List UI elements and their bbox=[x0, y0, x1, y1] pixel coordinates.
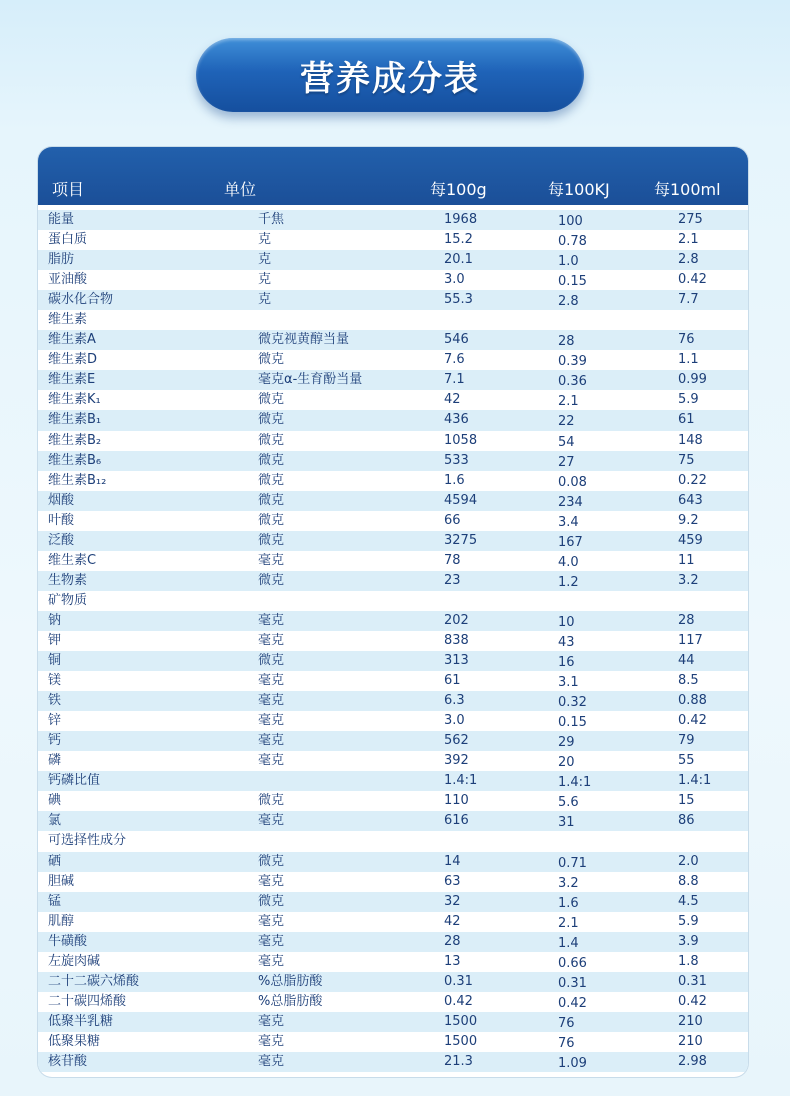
unit-cell: 毫克 bbox=[258, 1033, 285, 1049]
item-name-cell: 矿物质 bbox=[48, 592, 88, 608]
table-row bbox=[38, 992, 748, 1012]
per-100ml-cell: 61 bbox=[678, 412, 695, 428]
per-100ml-cell: 459 bbox=[678, 532, 703, 548]
per-100ml-cell: 79 bbox=[678, 733, 695, 749]
unit-cell: 毫克 bbox=[258, 873, 285, 889]
table-row bbox=[38, 731, 748, 751]
unit-cell: 微克视黄醇当量 bbox=[258, 332, 350, 348]
unit-cell: 毫克 bbox=[258, 632, 285, 648]
per-100ml-cell: 1.4:1 bbox=[678, 773, 712, 789]
per-100ml-cell: 0.22 bbox=[678, 472, 707, 488]
unit-cell: 毫克 bbox=[258, 733, 285, 749]
per-100ml-cell: 11 bbox=[678, 552, 695, 568]
per-100g-cell: 1500 bbox=[444, 1033, 478, 1049]
table-row bbox=[38, 1052, 748, 1072]
item-name-cell: 锰 bbox=[48, 893, 62, 909]
table-row bbox=[38, 771, 748, 791]
per-100ml-cell: 0.99 bbox=[678, 372, 707, 388]
table-row bbox=[38, 330, 748, 350]
per-100g-cell: 13 bbox=[444, 953, 461, 969]
per-100kj-cell: 100 bbox=[558, 214, 583, 229]
table-row bbox=[38, 831, 748, 851]
per-100kj-cell: 234 bbox=[558, 494, 583, 510]
item-name-cell: 碳水化合物 bbox=[48, 292, 114, 308]
per-100ml-cell: 0.42 bbox=[678, 713, 707, 729]
item-name-cell: 烟酸 bbox=[48, 492, 75, 508]
table-row bbox=[38, 591, 748, 611]
table-row bbox=[38, 852, 748, 872]
per-100g-cell: 28 bbox=[444, 933, 461, 949]
item-name-cell: 低聚半乳糖 bbox=[48, 1013, 114, 1029]
item-name-cell: 磷 bbox=[48, 753, 62, 769]
per-100g-cell: 61 bbox=[444, 673, 461, 689]
per-100g-cell: 546 bbox=[444, 332, 469, 348]
per-100g-cell: 66 bbox=[444, 512, 461, 528]
per-100g-cell: 63 bbox=[444, 873, 461, 889]
item-name-cell: 钾 bbox=[48, 632, 62, 648]
unit-cell: 微克 bbox=[258, 893, 285, 909]
item-name-cell: 氯 bbox=[48, 813, 62, 829]
per-100ml-cell: 2.98 bbox=[678, 1053, 707, 1069]
per-100ml-cell: 28 bbox=[678, 612, 695, 628]
per-100g-cell: 32 bbox=[444, 893, 461, 909]
unit-cell: 毫克 bbox=[258, 933, 285, 949]
unit-cell: 毫克 bbox=[258, 612, 285, 628]
table-row bbox=[38, 471, 748, 491]
unit-cell: 微克 bbox=[258, 572, 285, 588]
per-100ml-cell: 2.1 bbox=[678, 232, 699, 248]
per-100g-cell: 6.3 bbox=[444, 693, 465, 709]
per-100g-cell: 436 bbox=[444, 412, 469, 428]
item-name-cell: 维生素 bbox=[48, 312, 88, 328]
per-100g-cell: 1968 bbox=[444, 212, 478, 227]
per-100ml-cell: 0.42 bbox=[678, 272, 707, 288]
item-name-cell: 核苷酸 bbox=[48, 1053, 88, 1069]
per-100ml-cell: 3.2 bbox=[678, 572, 699, 588]
table-header bbox=[38, 147, 748, 205]
item-name-cell: 叶酸 bbox=[48, 512, 75, 528]
item-name-cell: 钠 bbox=[48, 612, 62, 628]
per-100ml-cell: 117 bbox=[678, 632, 703, 648]
unit-cell: 毫克 bbox=[258, 713, 285, 729]
title-banner bbox=[196, 38, 584, 112]
per-100g-cell: 0.31 bbox=[444, 973, 473, 989]
per-100ml-cell: 75 bbox=[678, 452, 695, 468]
unit-cell: 克 bbox=[258, 292, 272, 308]
header-unit: 单位 bbox=[224, 180, 257, 199]
per-100g-cell: 21.3 bbox=[444, 1053, 473, 1069]
per-100ml-cell: 148 bbox=[678, 432, 703, 448]
per-100kj-cell: 1.4 bbox=[558, 935, 579, 951]
per-100ml-cell: 1.8 bbox=[678, 953, 699, 969]
per-100kj-cell: 31 bbox=[558, 815, 575, 831]
item-name-cell: 钙磷比值 bbox=[48, 773, 101, 789]
per-100kj-cell: 2.8 bbox=[558, 294, 579, 310]
item-name-cell: 维生素B₁ bbox=[48, 412, 102, 428]
table-row bbox=[38, 511, 748, 531]
per-100g-cell: 42 bbox=[444, 913, 461, 929]
per-100ml-cell: 5.9 bbox=[678, 392, 699, 408]
per-100g-cell: 42 bbox=[444, 392, 461, 408]
nutrition-table bbox=[38, 147, 748, 1077]
item-name-cell: 硒 bbox=[48, 853, 62, 869]
per-100kj-cell: 0.39 bbox=[558, 354, 587, 370]
per-100kj-cell: 76 bbox=[558, 1035, 575, 1051]
table-row bbox=[38, 310, 748, 330]
table-row bbox=[38, 491, 748, 511]
table-row bbox=[38, 290, 748, 310]
page-title: 营养成分表 bbox=[300, 58, 480, 99]
table-body bbox=[38, 210, 748, 1072]
per-100kj-cell: 1.0 bbox=[558, 254, 579, 270]
header-per-100kj: 每100KJ bbox=[548, 180, 610, 199]
item-name-cell: 二十碳四烯酸 bbox=[48, 993, 127, 1009]
per-100ml-cell: 1.1 bbox=[678, 352, 699, 368]
item-name-cell: 脂肪 bbox=[48, 252, 75, 268]
unit-cell: 毫克 bbox=[258, 1053, 285, 1069]
per-100g-cell: 78 bbox=[444, 552, 461, 568]
per-100kj-cell: 0.15 bbox=[558, 715, 587, 731]
per-100g-cell: 3.0 bbox=[444, 272, 465, 288]
table-row bbox=[38, 711, 748, 731]
unit-cell: 微克 bbox=[258, 432, 285, 448]
table-row bbox=[38, 451, 748, 471]
unit-cell: 毫克 bbox=[258, 813, 285, 829]
item-name-cell: 泛酸 bbox=[48, 532, 75, 548]
table-row bbox=[38, 1012, 748, 1032]
per-100ml-cell: 0.31 bbox=[678, 973, 707, 989]
per-100kj-cell: 167 bbox=[558, 534, 583, 550]
table-row bbox=[38, 972, 748, 992]
per-100kj-cell: 1.4:1 bbox=[558, 775, 592, 791]
table-row bbox=[38, 691, 748, 711]
unit-cell: 微克 bbox=[258, 472, 285, 488]
per-100g-cell: 392 bbox=[444, 753, 469, 769]
item-name-cell: 低聚果糖 bbox=[48, 1033, 101, 1049]
per-100ml-cell: 86 bbox=[678, 813, 695, 829]
table-row bbox=[38, 230, 748, 250]
unit-cell: %总脂肪酸 bbox=[258, 973, 323, 989]
unit-cell: %总脂肪酸 bbox=[258, 993, 323, 1009]
per-100kj-cell: 0.15 bbox=[558, 274, 587, 290]
per-100ml-cell: 76 bbox=[678, 332, 695, 348]
per-100kj-cell: 54 bbox=[558, 434, 575, 450]
item-name-cell: 可选择性成分 bbox=[48, 833, 127, 849]
table-row bbox=[38, 791, 748, 811]
per-100g-cell: 55.3 bbox=[444, 292, 473, 308]
per-100g-cell: 15.2 bbox=[444, 232, 473, 248]
unit-cell: 克 bbox=[258, 272, 272, 288]
table-row bbox=[38, 571, 748, 591]
header-item: 项目 bbox=[52, 180, 85, 199]
item-name-cell: 胆碱 bbox=[48, 873, 75, 889]
per-100g-cell: 313 bbox=[444, 653, 469, 669]
item-name-cell: 维生素C bbox=[48, 552, 97, 568]
per-100kj-cell: 10 bbox=[558, 614, 575, 630]
per-100g-cell: 0.42 bbox=[444, 993, 473, 1009]
item-name-cell: 钙 bbox=[48, 733, 62, 749]
per-100kj-cell: 0.31 bbox=[558, 975, 587, 991]
item-name-cell: 维生素B₂ bbox=[48, 432, 102, 448]
per-100kj-cell: 0.78 bbox=[558, 234, 587, 250]
unit-cell: 微克 bbox=[258, 412, 285, 428]
per-100ml-cell: 0.88 bbox=[678, 693, 707, 709]
table-row bbox=[38, 912, 748, 932]
unit-cell: 微克 bbox=[258, 392, 285, 408]
unit-cell: 千焦 bbox=[258, 212, 285, 227]
table-row bbox=[38, 531, 748, 551]
per-100kj-cell: 1.2 bbox=[558, 574, 579, 590]
per-100g-cell: 202 bbox=[444, 612, 469, 628]
unit-cell: 毫克 bbox=[258, 1013, 285, 1029]
unit-cell: 毫克 bbox=[258, 552, 285, 568]
per-100kj-cell: 4.0 bbox=[558, 554, 579, 570]
per-100kj-cell: 0.42 bbox=[558, 995, 587, 1011]
table-row bbox=[38, 370, 748, 390]
per-100g-cell: 23 bbox=[444, 572, 461, 588]
per-100ml-cell: 275 bbox=[678, 212, 703, 227]
unit-cell: 毫克 bbox=[258, 673, 285, 689]
per-100kj-cell: 16 bbox=[558, 655, 575, 671]
item-name-cell: 铁 bbox=[48, 693, 62, 709]
per-100kj-cell: 29 bbox=[558, 735, 575, 751]
item-name-cell: 碘 bbox=[48, 793, 62, 809]
per-100kj-cell: 27 bbox=[558, 454, 575, 470]
per-100kj-cell: 0.71 bbox=[558, 855, 587, 871]
per-100ml-cell: 55 bbox=[678, 753, 695, 769]
per-100ml-cell: 44 bbox=[678, 653, 695, 669]
table-row bbox=[38, 210, 748, 230]
item-name-cell: 蛋白质 bbox=[48, 232, 88, 248]
item-name-cell: 维生素B₁₂ bbox=[48, 472, 107, 488]
per-100ml-cell: 210 bbox=[678, 1013, 703, 1029]
per-100ml-cell: 2.8 bbox=[678, 252, 699, 268]
unit-cell: 微克 bbox=[258, 352, 285, 368]
per-100kj-cell: 0.66 bbox=[558, 955, 587, 971]
unit-cell: 微克 bbox=[258, 853, 285, 869]
per-100ml-cell: 5.9 bbox=[678, 913, 699, 929]
per-100kj-cell: 0.32 bbox=[558, 695, 587, 711]
per-100ml-cell: 15 bbox=[678, 793, 695, 809]
table-row bbox=[38, 952, 748, 972]
per-100kj-cell: 3.4 bbox=[558, 514, 579, 530]
table-row bbox=[38, 751, 748, 771]
unit-cell: 毫克 bbox=[258, 693, 285, 709]
item-name-cell: 铜 bbox=[48, 653, 62, 669]
per-100g-cell: 14 bbox=[444, 853, 461, 869]
per-100g-cell: 1.4:1 bbox=[444, 773, 478, 789]
unit-cell: 微克 bbox=[258, 492, 285, 508]
table-row bbox=[38, 410, 748, 430]
unit-cell: 毫克 bbox=[258, 953, 285, 969]
per-100g-cell: 7.6 bbox=[444, 352, 465, 368]
per-100g-cell: 1500 bbox=[444, 1013, 478, 1029]
per-100ml-cell: 8.8 bbox=[678, 873, 699, 889]
table-row bbox=[38, 872, 748, 892]
unit-cell: 毫克 bbox=[258, 753, 285, 769]
per-100g-cell: 3.0 bbox=[444, 713, 465, 729]
unit-cell: 微克 bbox=[258, 793, 285, 809]
per-100ml-cell: 210 bbox=[678, 1033, 703, 1049]
per-100kj-cell: 3.2 bbox=[558, 875, 579, 891]
table-row bbox=[38, 671, 748, 691]
per-100ml-cell: 643 bbox=[678, 492, 703, 508]
per-100ml-cell: 9.2 bbox=[678, 512, 699, 528]
per-100kj-cell: 1.09 bbox=[558, 1055, 587, 1071]
table-row bbox=[38, 932, 748, 952]
per-100g-cell: 562 bbox=[444, 733, 469, 749]
item-name-cell: 肌醇 bbox=[48, 913, 75, 929]
unit-cell: 毫克 bbox=[258, 913, 285, 929]
per-100g-cell: 20.1 bbox=[444, 252, 473, 268]
table-row bbox=[38, 350, 748, 370]
per-100kj-cell: 20 bbox=[558, 755, 575, 771]
item-name-cell: 锌 bbox=[48, 713, 62, 729]
item-name-cell: 维生素D bbox=[48, 352, 98, 368]
per-100ml-cell: 0.42 bbox=[678, 993, 707, 1009]
per-100g-cell: 7.1 bbox=[444, 372, 465, 388]
per-100kj-cell: 3.1 bbox=[558, 675, 579, 691]
per-100kj-cell: 76 bbox=[558, 1015, 575, 1031]
per-100ml-cell: 3.9 bbox=[678, 933, 699, 949]
table-row bbox=[38, 892, 748, 912]
per-100ml-cell: 4.5 bbox=[678, 893, 699, 909]
item-name-cell: 二十二碳六烯酸 bbox=[48, 973, 140, 989]
header-per-100g: 每100g bbox=[430, 180, 487, 199]
item-name-cell: 左旋肉碱 bbox=[48, 953, 101, 969]
per-100g-cell: 3275 bbox=[444, 532, 478, 548]
table-row bbox=[38, 611, 748, 631]
unit-cell: 克 bbox=[258, 252, 272, 268]
per-100g-cell: 110 bbox=[444, 793, 469, 809]
table-row bbox=[38, 1032, 748, 1052]
table-row bbox=[38, 651, 748, 671]
per-100ml-cell: 2.0 bbox=[678, 853, 699, 869]
unit-cell: 微克 bbox=[258, 452, 285, 468]
table-row bbox=[38, 431, 748, 451]
header-per-100ml: 每100ml bbox=[654, 180, 721, 199]
per-100g-cell: 616 bbox=[444, 813, 469, 829]
per-100kj-cell: 2.1 bbox=[558, 915, 579, 931]
per-100kj-cell: 28 bbox=[558, 334, 575, 350]
per-100kj-cell: 5.6 bbox=[558, 795, 579, 811]
unit-cell: 克 bbox=[258, 232, 272, 248]
per-100kj-cell: 0.36 bbox=[558, 374, 587, 390]
unit-cell: 微克 bbox=[258, 653, 285, 669]
item-name-cell: 维生素E bbox=[48, 372, 96, 388]
unit-cell: 微克 bbox=[258, 532, 285, 548]
item-name-cell: 维生素A bbox=[48, 332, 96, 348]
per-100kj-cell: 22 bbox=[558, 414, 575, 430]
table-row bbox=[38, 250, 748, 270]
per-100kj-cell: 43 bbox=[558, 634, 575, 650]
per-100g-cell: 838 bbox=[444, 632, 469, 648]
per-100kj-cell: 2.1 bbox=[558, 394, 579, 410]
item-name-cell: 生物素 bbox=[48, 572, 88, 588]
item-name-cell: 镁 bbox=[48, 673, 62, 689]
per-100kj-cell: 0.08 bbox=[558, 474, 587, 490]
per-100g-cell: 533 bbox=[444, 452, 469, 468]
unit-cell: 毫克α-生育酚当量 bbox=[258, 372, 363, 388]
per-100ml-cell: 7.7 bbox=[678, 292, 699, 308]
item-name-cell: 维生素K₁ bbox=[48, 392, 101, 408]
per-100g-cell: 1.6 bbox=[444, 472, 465, 488]
item-name-cell: 维生素B₆ bbox=[48, 452, 102, 468]
item-name-cell: 亚油酸 bbox=[48, 272, 88, 288]
item-name-cell: 牛磺酸 bbox=[48, 933, 88, 949]
unit-cell: 微克 bbox=[258, 512, 285, 528]
per-100ml-cell: 8.5 bbox=[678, 673, 699, 689]
per-100g-cell: 4594 bbox=[444, 492, 478, 508]
per-100g-cell: 1058 bbox=[444, 432, 478, 448]
table-row bbox=[38, 390, 748, 410]
item-name-cell: 能量 bbox=[48, 212, 75, 227]
table-row bbox=[38, 631, 748, 651]
per-100kj-cell: 1.6 bbox=[558, 895, 579, 911]
table-row bbox=[38, 270, 748, 290]
table-row bbox=[38, 551, 748, 571]
table-row bbox=[38, 811, 748, 831]
